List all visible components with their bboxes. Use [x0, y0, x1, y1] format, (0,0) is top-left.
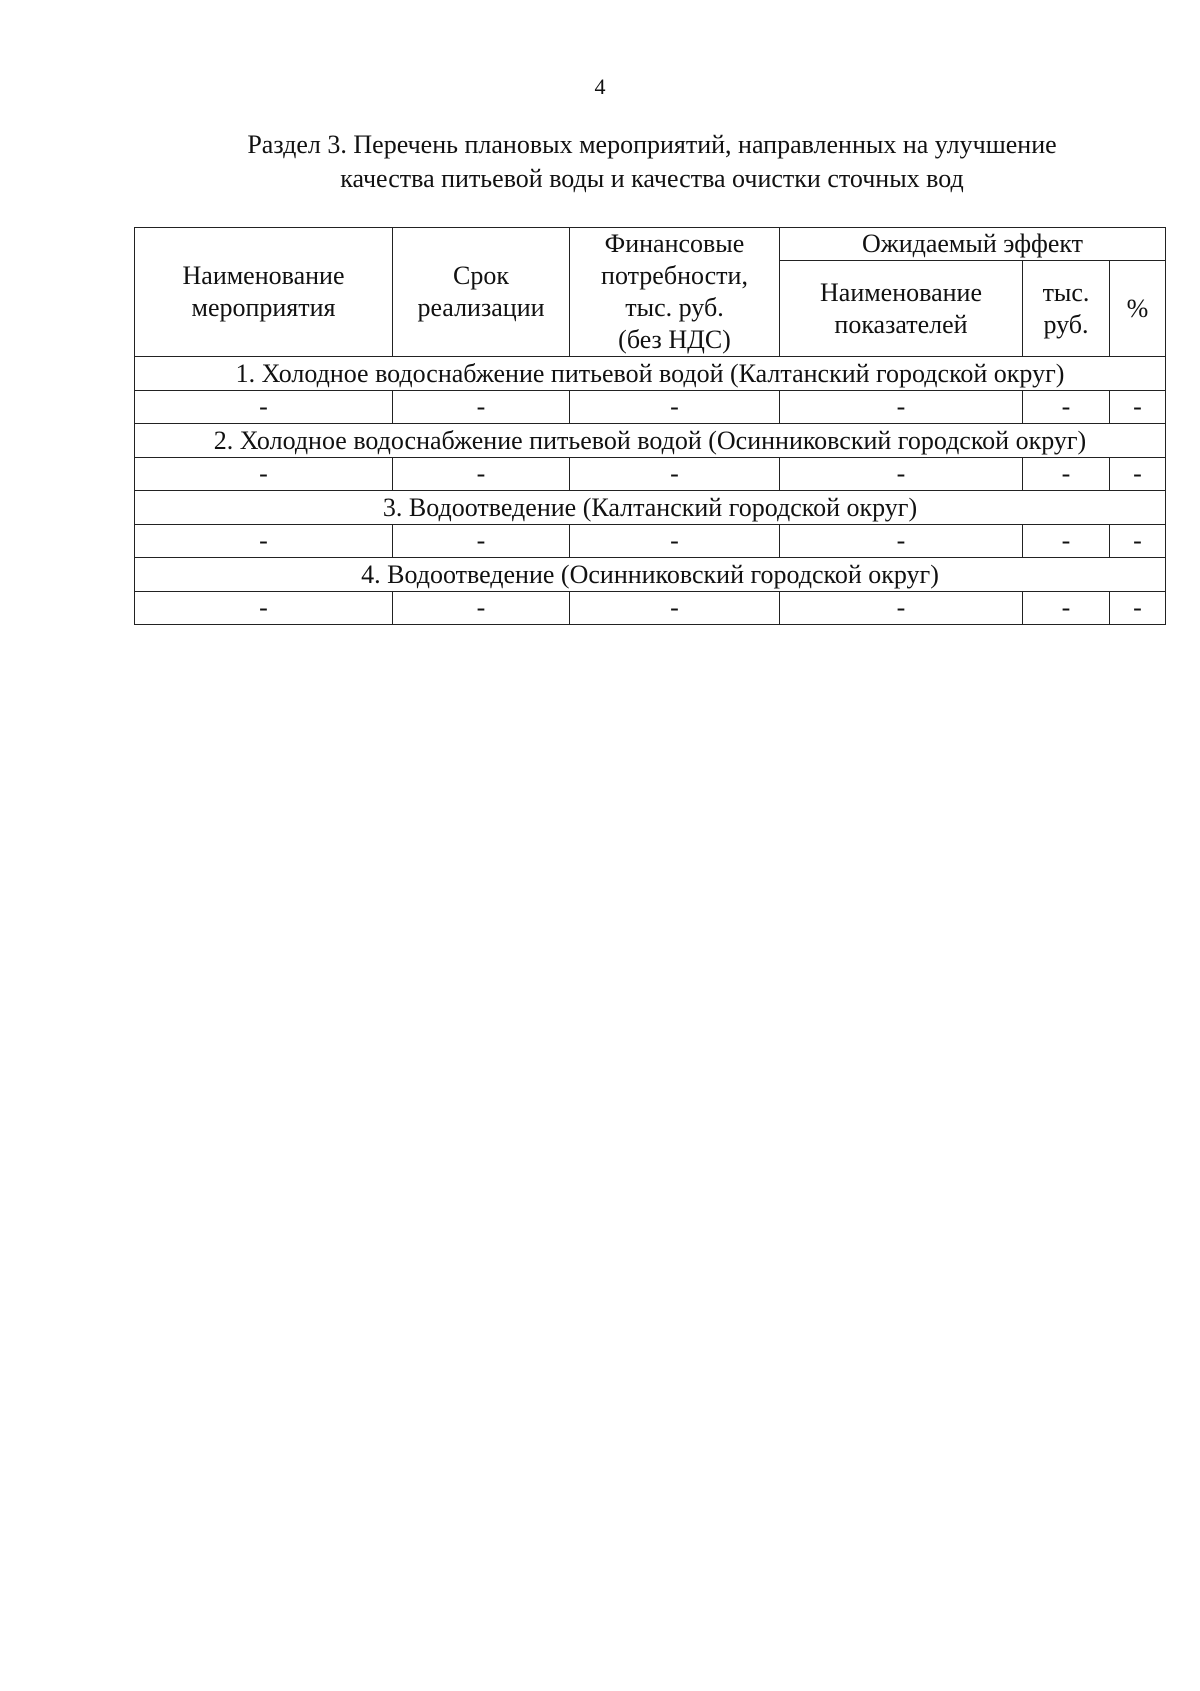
cell-finance: -: [570, 458, 780, 491]
header-thousand-rub: [1023, 261, 1110, 357]
header-expected-effect: Ожидаемый эффект: [780, 228, 1166, 261]
header-thousand-rub-line-2: руб.: [1043, 309, 1089, 339]
header-measure-name: [135, 228, 393, 357]
section-row-2: [135, 424, 1166, 458]
cell-thousand-rub: -: [1023, 525, 1110, 558]
header-indicators: [780, 261, 1023, 357]
cell-term: -: [393, 525, 570, 558]
cell-thousand-rub: -: [1023, 458, 1110, 491]
header-measure-name-line-2: мероприятия: [191, 293, 336, 322]
cell-measure-name: -: [135, 458, 393, 491]
cell-percent: -: [1110, 592, 1166, 625]
cell-finance: -: [570, 592, 780, 625]
table-row: [135, 592, 1166, 625]
cell-finance: -: [570, 525, 780, 558]
header-term: [393, 228, 570, 357]
table-row: [135, 458, 1166, 491]
section-title-cell: 2. Холодное водоснабжение питьевой водой (Осинниковский городской округ): [135, 424, 1166, 458]
header-percent: %: [1110, 261, 1166, 357]
cell-term: -: [393, 391, 570, 424]
table-row: [135, 525, 1166, 558]
header-finance-line-1: Финансовые: [604, 229, 745, 258]
cell-finance: -: [570, 391, 780, 424]
section-row-3: [135, 491, 1166, 525]
cell-thousand-rub: -: [1023, 592, 1110, 625]
cell-indicators: -: [780, 391, 1023, 424]
section-title-cell: 4. Водоотведение (Осинниковский городской округ): [135, 558, 1166, 592]
cell-percent: -: [1110, 458, 1166, 491]
section-title-cell: 1. Холодное водоснабжение питьевой водой (Калтанский городской округ): [135, 357, 1166, 391]
header-indicators-line-1: Наименование: [820, 277, 982, 307]
section-row-4: [135, 558, 1166, 592]
header-finance-line-2: потребности,: [601, 261, 748, 290]
cell-term: -: [393, 458, 570, 491]
cell-indicators: -: [780, 592, 1023, 625]
header-finance-line-3: тыс. руб.: [625, 293, 724, 322]
header-term-line-1: Срок: [453, 261, 509, 290]
cell-indicators: -: [780, 458, 1023, 491]
cell-measure-name: -: [135, 525, 393, 558]
section-title-cell: 3. Водоотведение (Калтанский городской округ): [135, 491, 1166, 525]
cell-measure-name: -: [135, 391, 393, 424]
cell-percent: -: [1110, 391, 1166, 424]
section-title-line-2: качества питьевой воды и качества очистки сточных вод: [340, 164, 964, 193]
section-title: [134, 128, 1170, 196]
section-row-1: [135, 357, 1166, 391]
cell-term: -: [393, 592, 570, 625]
section-title-line-1: Раздел 3. Перечень плановых мероприятий, направленных на улучшение: [247, 130, 1057, 159]
cell-thousand-rub: -: [1023, 391, 1110, 424]
header-thousand-rub-line-1: тыс.: [1042, 277, 1090, 307]
table-row: [135, 391, 1166, 424]
cell-indicators: -: [780, 525, 1023, 558]
plan-measures-table: [134, 227, 1166, 625]
cell-percent: -: [1110, 525, 1166, 558]
header-indicators-line-2: показателей: [834, 309, 968, 339]
page-number: 4: [594, 74, 606, 99]
header-measure-name-line-1: Наименование: [182, 261, 345, 290]
header-term-line-2: реализации: [417, 293, 545, 322]
header-finance: [570, 228, 780, 357]
cell-measure-name: -: [135, 592, 393, 625]
header-finance-line-4: (без НДС): [618, 325, 731, 354]
